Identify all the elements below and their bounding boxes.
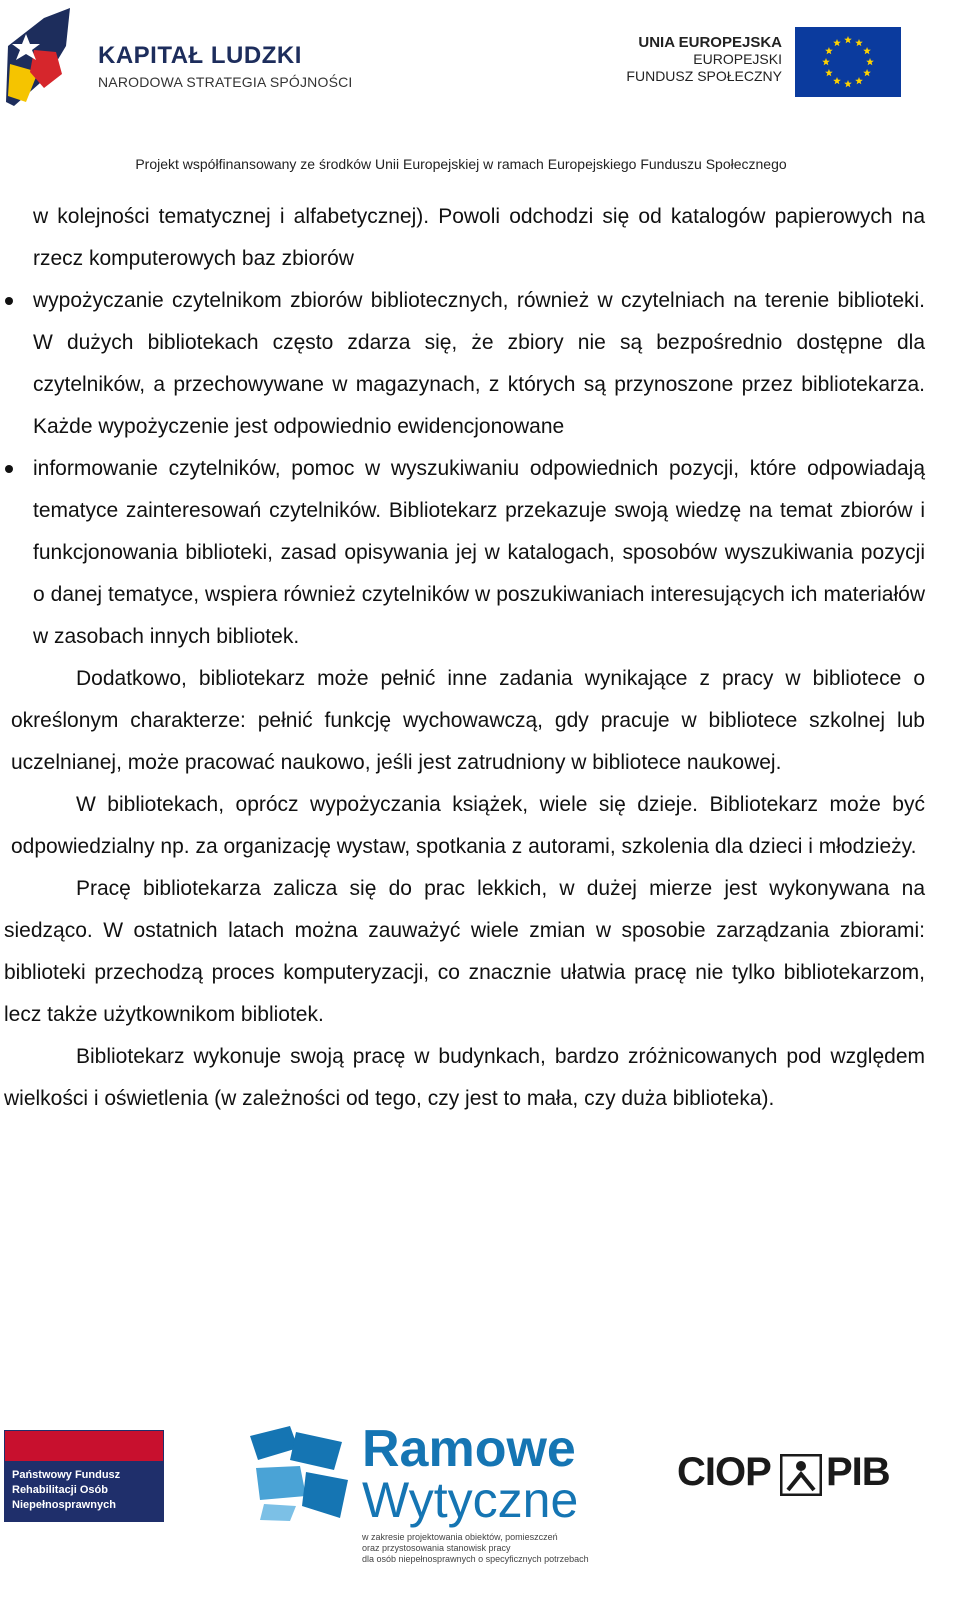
ramowe-description [362,1532,589,1565]
kapital-ludzki-subtitle: NARODOWA STRATEGIA SPÓJNOŚCI [98,74,353,90]
list-item-text: informowanie czytelników, pomoc w wyszukiwaniu odpowiednich pozycji, które odpowiadają tematyce zainteresowań czytelników. Bibliotekarz przekazuje swoją wiedzę na temat zbiorów i funkcjonowania biblioteki, zasad opisywania jej w katalogach, sposobów wyszukiwania pozycji o danej tematyce, wspiera również czytelników w poszukiwaniach interesujących ich materiałów w zasobach innych bibliotek. [33,457,925,648]
project-cofinancing-line: Projekt współfinansowany ze środków Unii Europejskiej w ramach Europejskiego Funduszu Społecznego [135,156,787,172]
bullet-dot-icon [5,297,13,305]
pfron-line-3: Niepełnosprawnych [12,1499,116,1511]
ramowe-desc-line-3: dla osób niepełnosprawnych o specyficznych potrzebach [362,1554,589,1564]
kapital-ludzki-logo-icon [4,6,74,114]
list-item [33,448,925,658]
kapital-ludzki-title: KAPITAŁ LUDZKI [98,42,302,69]
paragraph-work-conditions: Pracę bibliotekarza zalicza się do prac lekkich, w dużej mierze jest wykonywana na siedząco. W ostatnich latach można zauważyć wiele zmian w sposobie zarządzania zbiorami: biblioteki przechodzą proces komputeryzacji, co znacznie ułatwia pracę nie tylko bibliotekarzom, lecz także użytkownikom bibliotek. [4,877,925,1026]
ciop-person-icon [780,1454,822,1496]
ciop-label: CIOP [677,1450,771,1494]
ramowe-wytyczne-logo-icon [250,1426,350,1521]
pib-label: PIB [826,1450,890,1494]
list-item [33,280,925,448]
paragraph-additional-tasks: Dodatkowo, bibliotekarz może pełnić inne zadania wynikające z pracy w bibliotece o określonym charakterze: pełnić funkcję wychowawczą, gdy pracuje w bibliotece szkolnej lub uczelnianej, może pracować naukowo, jeśli jest zatrudniony w bibliotece naukowej. [11,667,925,774]
pfron-line-1: Państwowy Fundusz [12,1469,121,1481]
eu-line-3: FUNDUSZ SPOŁECZNY [626,68,782,84]
ramowe-desc-line-1: w zakresie projektowania obiektów, pomieszczeń [362,1532,558,1542]
pfron-line-2: Rehabilitacji Osób [12,1484,108,1496]
eu-line-2: EUROPEJSKI [693,51,782,67]
ramowe-title: Ramowe [362,1420,576,1478]
bullet-dot-icon [5,465,13,473]
eu-fund-label [626,34,782,85]
eu-flag-icon [795,27,901,97]
bullet-continuation: w kolejności tematycznej i alfabetycznej). Powoli odchodzi się od katalogów papierowych na rzecz komputerowych baz zbiorów [33,205,925,270]
paragraph-work-buildings: Bibliotekarz wykonuje swoją pracę w budynkach, bardzo zróżnicowanych pod względem wielkości i oświetlenia (w zależności od tego, czy jest to mała, czy duża biblioteka). [4,1045,925,1110]
page-footer [0,1420,960,1621]
pfron-logo-icon [4,1430,164,1522]
paragraph-library-events: W bibliotekach, oprócz wypożyczania książek, wiele się dzieje. Bibliotekarz może być odpowiedzialny np. za organizację wystaw, spotkania z autorami, szkolenia dla dzieci i młodzieży. [11,793,925,858]
ramowe-desc-line-2: oraz przystosowania stanowisk pracy [362,1543,511,1553]
eu-line-1: UNIA EUROPEJSKA [638,34,782,51]
wytyczne-title: Wytyczne [362,1472,579,1528]
page-header [0,0,960,190]
list-item-text: wypożyczanie czytelnikom zbiorów bibliotecznych, również w czytelniach na terenie biblioteki. W dużych bibliotekach często zdarza się, że zbiory nie są bezpośrednio dostępne dla czytelników, a przechowywane w magazynach, z których są przynoszone przez bibliotekarza. Każde wypożyczenie jest odpowiednio ewidencjonowane [33,289,925,438]
document-body [0,196,960,1120]
